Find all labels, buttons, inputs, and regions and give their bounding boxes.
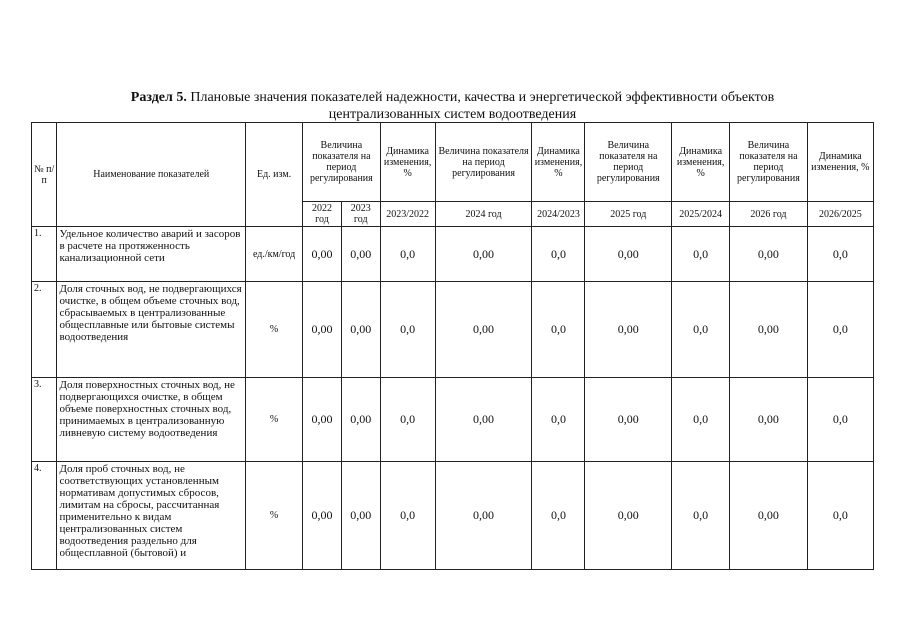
row-number: 3. [32, 378, 57, 462]
header-value-2025: Величина показателя на период регулирования [585, 123, 672, 202]
value-cell: 0,00 [341, 462, 380, 570]
value-cell: 0,0 [532, 227, 585, 282]
value-cell: 0,00 [435, 462, 532, 570]
value-cell: 0,00 [303, 282, 342, 378]
indicators-table [31, 122, 874, 570]
value-cell: 0,0 [380, 282, 435, 378]
subheader-cell: 2024 год [435, 202, 532, 227]
subheader-cell: 2022 год [303, 202, 342, 227]
row-unit: % [246, 462, 303, 570]
value-cell: 0,00 [730, 378, 807, 462]
header-row [32, 123, 874, 202]
row-unit: ед./км/год [246, 227, 303, 282]
section-title [0, 89, 905, 123]
value-cell: 0,0 [532, 462, 585, 570]
row-name: Удельное количество аварий и засоров в расчете на протяженность канализационной сети [57, 227, 246, 282]
value-cell: 0,0 [807, 282, 873, 378]
value-cell: 0,00 [303, 378, 342, 462]
row-number: 4. [32, 462, 57, 570]
value-cell: 0,00 [303, 462, 342, 570]
value-cell: 0,0 [672, 462, 730, 570]
header-name: Наименование показателей [57, 123, 246, 227]
subheader-cell: 2026 год [730, 202, 807, 227]
table-row [32, 282, 874, 378]
row-unit: % [246, 282, 303, 378]
table-row [32, 227, 874, 282]
value-cell: 0,00 [435, 282, 532, 378]
value-cell: 0,0 [532, 378, 585, 462]
value-cell: 0,00 [341, 227, 380, 282]
row-number: 2. [32, 282, 57, 378]
subheader-cell: 2024/2023 [532, 202, 585, 227]
value-cell: 0,00 [585, 227, 672, 282]
header-dynamics-2025: Динамика изменения, % [672, 123, 730, 202]
value-cell: 0,0 [380, 462, 435, 570]
value-cell: 0,00 [303, 227, 342, 282]
row-unit: % [246, 378, 303, 462]
row-name: Доля поверхностных сточных вод, не подвергающихся очистке, в общем объеме поверхностных сточных вод, принимаемых в централизованную ливневую систему водоотведения [57, 378, 246, 462]
section-title-text: Плановые значения показателей надежности, качества и энергетической эффективности объектов [186, 90, 775, 105]
value-cell: 0,00 [341, 378, 380, 462]
value-cell: 0,00 [585, 378, 672, 462]
value-cell: 0,00 [435, 378, 532, 462]
subheader-cell: 2025 год [585, 202, 672, 227]
value-cell: 0,00 [435, 227, 532, 282]
value-cell: 0,0 [532, 282, 585, 378]
row-name: Доля сточных вод, не подвергающихся очистке, в общем объеме сточных вод, сбрасываемых в централизованные общесплавные или бытовые системы водоотведения [57, 282, 246, 378]
value-cell: 0,0 [380, 378, 435, 462]
table-row [32, 462, 874, 570]
header-num: № п/п [32, 123, 57, 227]
header-dynamics-2024: Динамика изменения, % [532, 123, 585, 202]
header-dynamics-2026: Динамика изменения, % [807, 123, 873, 202]
subheader-cell: 2023 год [341, 202, 380, 227]
header-value-2026: Величина показателя на период регулирования [730, 123, 807, 202]
value-cell: 0,00 [341, 282, 380, 378]
value-cell: 0,00 [585, 282, 672, 378]
row-number: 1. [32, 227, 57, 282]
value-cell: 0,0 [672, 282, 730, 378]
subheader-cell: 2023/2022 [380, 202, 435, 227]
row-name: Доля проб сточных вод, не соответствующих установленным нормативам допустимых сбросов, лимитам на сбросы, рассчитанная применительно к видам централизованных систем водоотведения раздельно для общесплавной (бытовой) и [57, 462, 246, 570]
subheader-cell: 2025/2024 [672, 202, 730, 227]
value-cell: 0,00 [730, 462, 807, 570]
value-cell: 0,00 [730, 282, 807, 378]
header-dynamics-2023: Динамика изменения, % [380, 123, 435, 202]
section-number: Раздел 5. [130, 90, 187, 105]
value-cell: 0,0 [807, 462, 873, 570]
table-row [32, 378, 874, 462]
value-cell: 0,0 [807, 227, 873, 282]
value-cell: 0,00 [585, 462, 672, 570]
value-cell: 0,0 [380, 227, 435, 282]
section-title-line2: централизованных систем водоотведения [328, 107, 577, 122]
value-cell: 0,0 [672, 378, 730, 462]
header-value-2022-2023: Величина показателя на период регулирования [303, 123, 380, 202]
value-cell: 0,0 [807, 378, 873, 462]
value-cell: 0,0 [672, 227, 730, 282]
header-unit: Ед. изм. [246, 123, 303, 227]
value-cell: 0,00 [730, 227, 807, 282]
header-value-2024: Величина показателя на период регулирования [435, 123, 532, 202]
subheader-cell: 2026/2025 [807, 202, 873, 227]
